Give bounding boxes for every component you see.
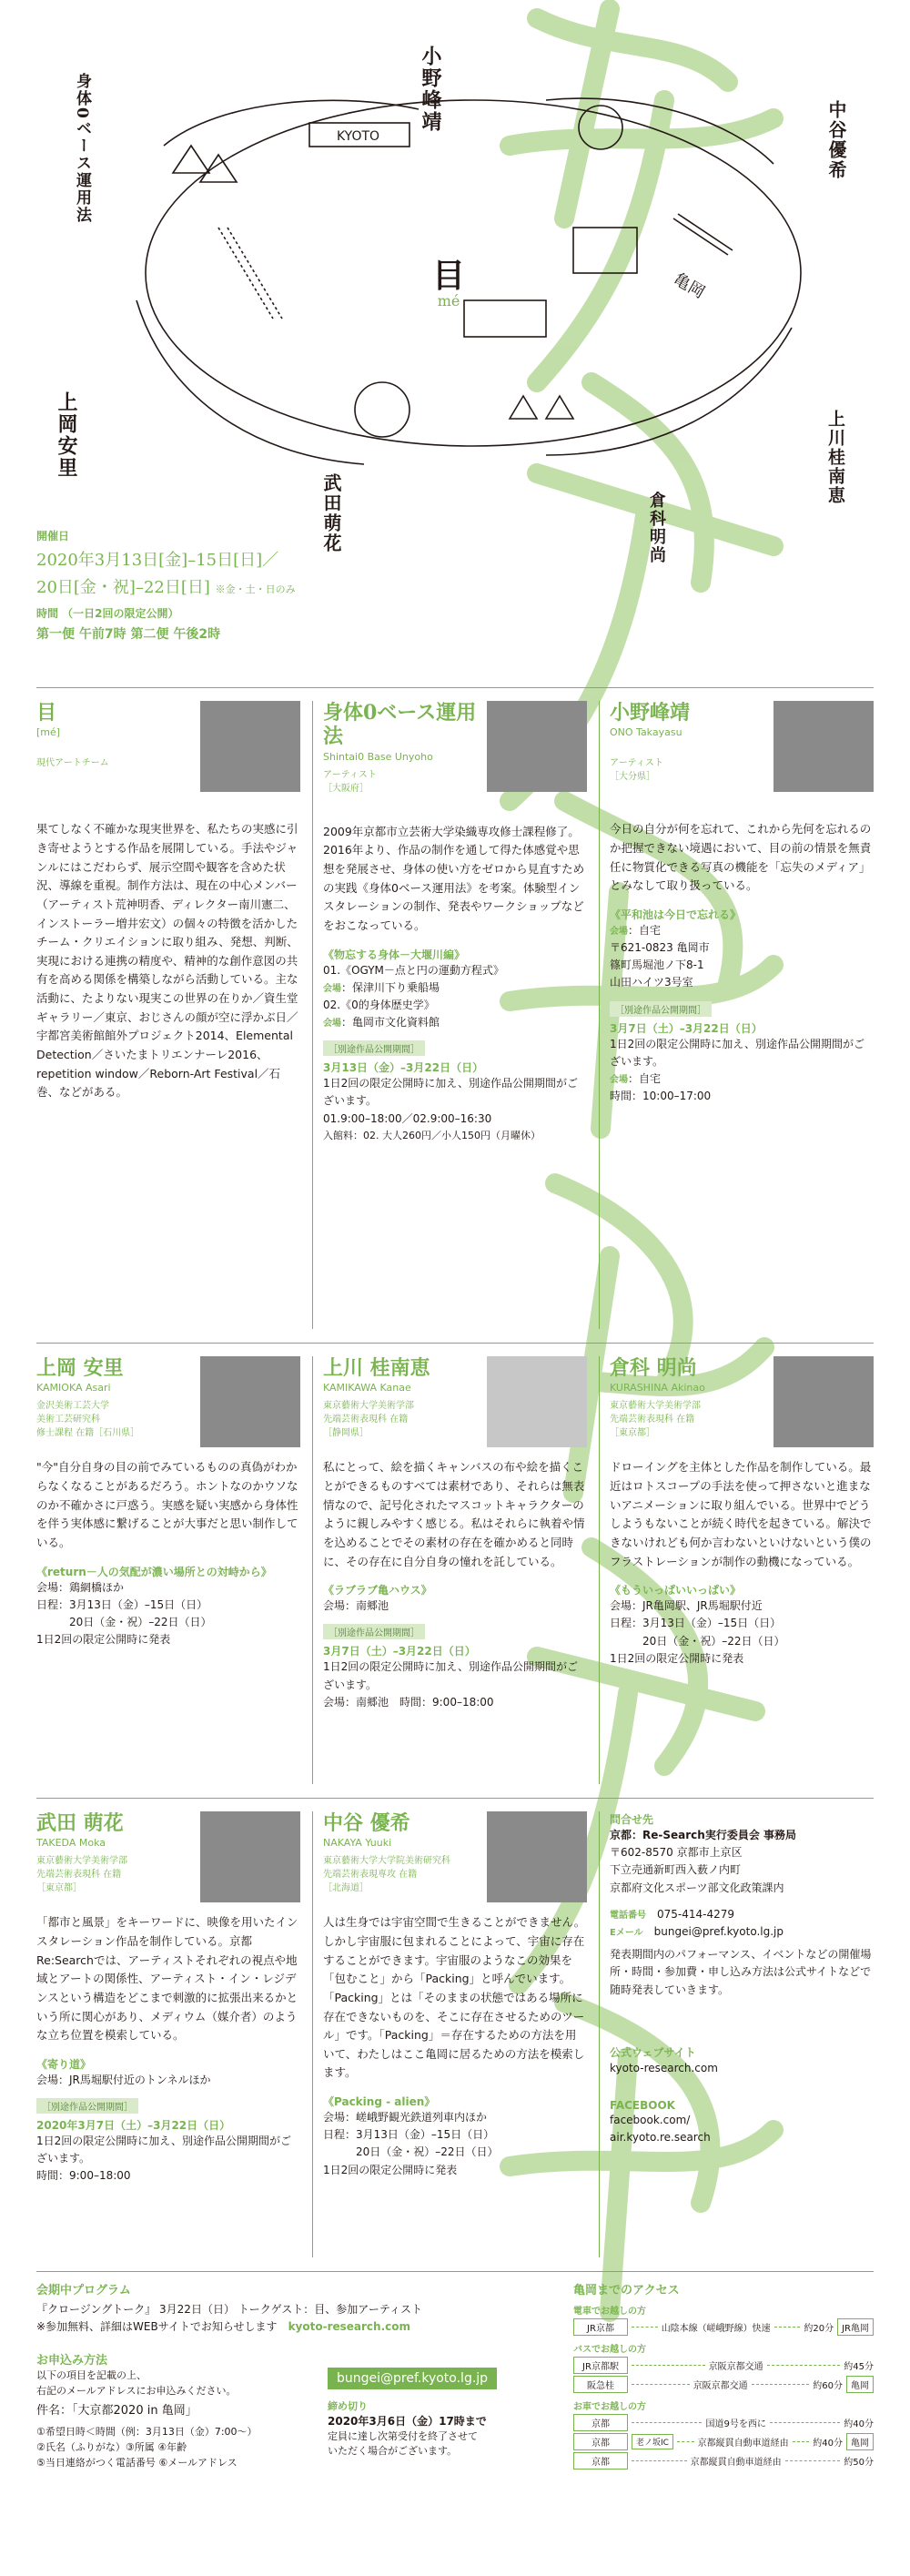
separate-note: 1日2回の限定公開時に加え、別途作品公開期間がございます。 (323, 1077, 578, 1108)
access-bus-row-2 (573, 2376, 874, 2393)
dates-2: 20日（金・祝）–22日（日） (69, 1615, 212, 1628)
contact-block (610, 1811, 874, 2146)
illustration-kameoka-label: 亀岡 (670, 269, 709, 303)
vertical-name-kurashina: 倉科明尚 (647, 492, 666, 564)
col-divider (599, 1811, 600, 2257)
access-column (573, 2280, 874, 2471)
venue: 会場：南郷池 (323, 1599, 389, 1613)
separate-dates: 3月13日（金）–3月22日（日） (323, 1061, 484, 1075)
vertical-name-kamioka: 上岡安里 (55, 391, 78, 479)
row3-top-rule (36, 1798, 874, 1799)
period-label: 開催日 (36, 530, 70, 543)
contact-address-3: 京都府文化スポーツ部文化政策課内 (610, 1881, 784, 1894)
artist-bio: 今日の自分が何を忘れて、これから先何を忘れるのか把握できない境遇において、目の前の情景を無責任に物質化できる写真の機能を「忘失のメディア」とみなして取り扱っている。 (610, 822, 872, 893)
dates-line1: 2020年3月13日[金]–15日[日]／ (36, 551, 279, 570)
artist-role: アーティスト ［大分県］ (610, 758, 663, 783)
col-divider (312, 1356, 313, 1784)
artist-role: 金沢美術工芸大学 美術工芸研究科 修士課程 在籍［石川県］ (36, 1401, 140, 1439)
apply-email-button[interactable]: bungei@pref.kyoto.lg.jp (328, 2368, 497, 2389)
note: 1日2回の限定公開時に発表 (36, 1633, 171, 1647)
admission-fee: 入館料：02. 大人260円／小人150円（月曜休） (323, 1129, 541, 1141)
apply-line-1: 以下の項目を記載の上、 (36, 2369, 147, 2381)
work-title: 《もういっぱいいっぱい》 (610, 1584, 742, 1597)
artist-photo (200, 1811, 300, 1902)
closing-note: ※参加無料、詳細はWEBサイトでお知らせします kyoto-research.com (36, 2320, 410, 2333)
route-line-name: 京阪京都交通 (693, 2381, 748, 2391)
separate-note: 1日2回の限定公開時に加え、別途作品公開期間がございます。 (36, 2134, 291, 2165)
artist-card-shintai (323, 701, 587, 1143)
route-line-name: 京阪京都交通 (708, 2362, 763, 2372)
artist-role: 東京藝術大学美術学部 先端芸術表現科 在籍 ［東京都］ (36, 1856, 127, 1894)
route-from: 阪急桂 (573, 2376, 628, 2393)
deadline: 2020年3月6日（金）17時まで (328, 2415, 487, 2428)
kyoto-sign-text: KYOTO (337, 129, 380, 144)
work-title: 《Packing - alien》 (323, 2095, 436, 2109)
artist-role: 東京藝術大学大学院美術研究科 先端芸術表現専攻 在籍 ［北海道］ (323, 1856, 450, 1894)
separate-period-label: ［別途作品公開期間］ (610, 1001, 712, 1017)
artist-role: 東京藝術大学美術学部 先端芸術表現科 在籍 ［静岡県］ (323, 1401, 414, 1439)
venue: 会場：JR馬堀駅付近のトンネルほか (36, 2073, 211, 2086)
artist-bio: ドローイングを主体とした作品を制作している。最近はロトスコープの手法を使って押さないと進まないアニメーションに取り組んでいる。世界中でどうしようもないことが続く時代を起きている。解決できないけれども何か言わないといけないという僕のフラストレーションが制作の動機になっている。 (610, 1460, 872, 1568)
route-line (632, 2384, 690, 2385)
closing-talk: 『クロージングトーク』 3月22日（日） トークゲスト：目、参加アーティスト (36, 2303, 422, 2316)
route-line (774, 2327, 801, 2328)
closing-link[interactable]: kyoto-research.com (288, 2320, 410, 2333)
bottom-top-rule (36, 2271, 874, 2272)
artist-role: 東京藝術大学美術学部 先端芸術表現科 在籍 ［東京都］ (610, 1401, 701, 1439)
illustration-me-label (432, 259, 465, 309)
artist-photo (200, 701, 300, 792)
row2-top-rule (36, 1343, 874, 1344)
artist-card-takeda (36, 1811, 300, 2186)
route-time: 約40分 (844, 2419, 875, 2429)
contact-address-1: 〒602-8570 京都市上京区 (610, 1846, 743, 1860)
route-interchange: 老ノ坂IC (632, 2434, 673, 2449)
route-line-name: 京都縦貫自動車道経由 (690, 2458, 782, 2468)
artist-row-2 (36, 1356, 874, 1784)
note: 1日2回の限定公開時に発表 (610, 1651, 744, 1665)
apply-subject: 件名：「大京都2020 in 亀岡」 (36, 2404, 197, 2419)
dates-2: 20日（金・祝）–22日（日） (642, 1634, 785, 1648)
artist-bio: 果てしなく不確かな現実世界を、私たちの実感に引き寄せようとする作品を展開している。手法やジャンルにはこだわらず、展示空間や観客を含めた状況、導線を重視。制作方法は、現在の中心メンバー（アーティスト荒神明香、ディレクター南川憲二、インストーラー増井宏文）の個々の特徴を活かしたチーム・クリエイションに取り組み、発想、判断、実現における連携の精度や、精神的な創作意図の共有を高める関係を構築しながら活動している。主な活動に、たよりない現実この世界の在りか／資生堂ギャラリー／東京、おじさんの顔が空に浮かぶ日／宇都宮美術館館外プロジェクト2014、Elemental Detection／さいたまトリエンナーレ2016、repetition window／Reborn-Art Festival／石巻、などがある。 (36, 822, 298, 1100)
venue: 会場：鶏網橋ほか (36, 1580, 125, 1594)
artist-roman: KURASHINA Akinao (610, 1382, 705, 1394)
route-line (752, 2384, 810, 2385)
artist-photo (200, 1356, 300, 1447)
route-line (632, 2460, 687, 2461)
venue-home: 会場：自宅 (610, 1072, 662, 1086)
route-time: 約60分 (813, 2381, 844, 2391)
vertical-name-ono: 小野峰靖 (419, 46, 442, 133)
contact-note: 発表期間内のパフォーマンス、イベントなどの開催場所・時間・参加費・申し込み方法は公式サイトなどで随時発表していきます。 (610, 1948, 872, 1996)
venue: 会場：自宅 (610, 923, 662, 937)
website-link[interactable]: kyoto-research.com (610, 2061, 718, 2074)
access-car-row-3 (573, 2452, 874, 2470)
route-from: 京都 (573, 2414, 628, 2431)
separate-note: 1日2回の限定公開時に加え、別途作品公開期間がございます。 (610, 1037, 864, 1068)
email-link[interactable]: bungei@pref.kyoto.lg.jp (653, 1924, 784, 1938)
artist-name: 倉科 明尚 (610, 1356, 697, 1380)
dates-2: 20日（金・祝）–22日（日） (356, 2145, 499, 2159)
work-title: 《return－人の気配が濃い場所との対峙から》 (36, 1565, 272, 1578)
route-time: 約40分 (813, 2439, 843, 2449)
artist-photo (487, 1811, 587, 1902)
col-divider (599, 1356, 600, 1784)
artist-card-kamioka (36, 1356, 300, 1648)
artist-photo (774, 701, 874, 792)
artist-roman: ONO Takayasu (610, 726, 682, 739)
separate-period-label: ［別途作品公開期間］ (323, 1624, 425, 1639)
dates-1: 日程：3月13日（金）–15日（日） (323, 2128, 495, 2142)
route-time: 約45分 (844, 2362, 875, 2372)
artist-card-kamikawa (323, 1356, 587, 1711)
work-title: 《ラブラブ亀ハウス》 (323, 1584, 432, 1597)
separate-period-label: ［別途作品公開期間］ (36, 2098, 138, 2114)
venue: 会場：JR亀岡駅、JR馬堀駅付近 (610, 1599, 763, 1613)
route-line (770, 2422, 840, 2423)
artist-name: 中谷 優希 (323, 1811, 410, 1835)
apply-instructions (36, 2368, 309, 2470)
me-char: 目 (432, 257, 466, 295)
route-line-name: 京都縦貫自動車道経由 (697, 2439, 789, 2449)
venue-2: 会場：亀岡市文化資料館 (323, 1016, 440, 1029)
deadline-label: 締め切り (328, 2400, 368, 2412)
route-to: 亀岡 (846, 2376, 874, 2393)
deadline-note-1: 定員に達し次第受付を終了させて (328, 2430, 478, 2442)
work-item-1: 01.《OGYM－点と円の運動方程式》 (323, 963, 504, 977)
work-title: 《寄り道》 (36, 2057, 92, 2071)
artist-roman: KAMIOKA Asari (36, 1382, 111, 1394)
separate-period-label: ［別途作品公開期間］ (323, 1040, 425, 1056)
artist-name: 武田 萌花 (36, 1811, 124, 1835)
artist-name: 身体0ベース運用法 (323, 701, 477, 749)
contact-email: Eメール bungei@pref.kyoto.lg.jp (610, 1924, 784, 1938)
route-from: JR京都駅 (573, 2357, 628, 2374)
time-line: 第一便 午前7時 第二便 午後2時 (36, 627, 221, 642)
separate-dates: 2020年3月7日（土）–3月22日（日） (36, 2118, 231, 2132)
artist-bio: 「都市と風景」をキーワードに、映像を用いたインスタレーション作品を制作している。京都Re:Searchでは、アーティストそれぞれの視点や地域とアートの関係性、アーティスト・イン・レジデンスという構造をどこまで刺激的に拡張出来るかという所に関心があり、メディウム（媒介者）のような立ち位置を模索している。 (36, 1915, 298, 2043)
apply-row (36, 2368, 546, 2470)
artist-name: 上岡 安里 (36, 1356, 124, 1380)
artist-bio: "今"自分自身の目の前でみているものの真偽がわからなくなることがあるだろう。ホントなのかウソなのか不確かさに戸惑う。実感を疑い実感から身体性を伴う実体感に繋げることが大事だと思い制作している。 (36, 1460, 298, 1549)
artist-roman: NAKAYA Yuuki (323, 1837, 392, 1850)
col-divider (599, 701, 600, 1329)
route-from: 京都 (573, 2433, 628, 2450)
access-car-row-1 (573, 2414, 874, 2431)
route-line (785, 2460, 841, 2461)
website-label: 公式ウェブサイト (610, 2045, 696, 2059)
artist-roman: [mé] (36, 726, 61, 739)
artist-photo (774, 1356, 874, 1447)
work-item-2: 02.《0的身体歴史学》 (323, 998, 435, 1011)
artist-roman: TAKEDA Moka (36, 1837, 106, 1850)
artist-roman: Shintai0 Base Unyoho (323, 750, 433, 763)
vertical-name-takeda: 武田萌花 (320, 473, 342, 553)
artist-card-kurashina (610, 1356, 874, 1668)
route-line (632, 2422, 702, 2423)
me-roman: mé (437, 292, 460, 309)
artist-card-nakaya (323, 1811, 587, 2179)
dates-1: 日程：3月13日（金）–15日（日） (36, 1597, 208, 1611)
program-title: 会期中プログラム (36, 2284, 131, 2297)
route-line (767, 2365, 841, 2366)
note: 1日2回の限定公開時に発表 (323, 2163, 458, 2176)
vertical-name-nakaya: 中谷優希 (825, 100, 847, 180)
hours: 01.9:00–18:00／02.9:00–16:30 (323, 1111, 492, 1125)
work-title: 《平和池は今日で忘れる》 (610, 908, 742, 921)
separate-note: 1日2回の限定公開時に加え、別途作品公開期間がございます。 (323, 1660, 578, 1691)
address-2: 篠町馬堀池ノ下8-1 (610, 958, 704, 972)
hours: 時間：9:00–18:00 (36, 2169, 131, 2183)
venue: 会場：嵯峨野観光鉄道列車内ほか (323, 2111, 488, 2125)
route-from: 京都 (573, 2452, 628, 2470)
route-to: JR亀岡 (837, 2318, 874, 2336)
access-car-row-2 (573, 2433, 874, 2450)
contact-address-2: 下立売通新町西入薮ノ内町 (610, 1863, 742, 1877)
artist-photo (487, 1356, 587, 1447)
facebook-label: FACEBOOK (610, 2098, 675, 2112)
separate-dates: 3月7日（土）–3月22日（日） (323, 1645, 476, 1658)
artist-row-3 (36, 1811, 874, 2257)
access-car-label: お車でお越しの方 (573, 2402, 646, 2412)
address-3: 山田ハイツ3号室 (610, 976, 693, 989)
apply-email-block (328, 2368, 537, 2470)
artist-photo (487, 701, 587, 792)
apply-item-1: ①希望日時＜時間（例：3月13日（金）7:00〜） (36, 2426, 258, 2439)
route-line (632, 2365, 705, 2366)
artist-role: アーティスト ［大阪府］ (323, 769, 377, 794)
apply-line-2: 右記のメールアドレスにお申込みください。 (36, 2385, 237, 2398)
route-line (677, 2441, 694, 2442)
artist-bio: 2009年京都市立芸術大学染織専攻修士課程修了。2016年より、作品の制作を通して得た体感覚や思想を発展させ、身体の使い方をゼロから見直すための実践《身体0ベース運用法》を考案。体験型インスタレーションの制作、発表やワークショップなどをおこなっている。 (323, 824, 585, 932)
hours: 時間：10:00–17:00 (610, 1090, 712, 1103)
event-date-info (36, 528, 296, 643)
work-title: 《物忘する身体－大堰川編》 (323, 948, 466, 961)
artist-roman: KAMIKAWA Kanae (323, 1382, 411, 1394)
contact-title: 問合せ先 (610, 1813, 654, 1826)
artist-row-1 (36, 701, 874, 1329)
col-divider (312, 701, 313, 1329)
route-line (632, 2327, 658, 2328)
apply-item-2: ②氏名（ふりがな）③所属 ④年齢 (36, 2441, 187, 2454)
separate-dates: 3月7日（土）–3月22日（日） (610, 1021, 763, 1035)
route-from: JR京都 (573, 2318, 628, 2336)
access-bus-label: バスでお越しの方 (573, 2345, 646, 2355)
artist-role: 現代アートチーム (36, 758, 109, 769)
vertical-name-shintai: 身体0ベース運用法 (73, 73, 91, 224)
row1-top-rule (36, 687, 874, 688)
facebook-link-2[interactable]: air.kyoto.re.search (610, 2131, 711, 2145)
program-column (36, 2280, 546, 2470)
artist-bio: 人は生身では宇宙空間で生きることができません。しかし宇宙服に包まれることによって、宇宙に存在することができます。宇宙服のようなこの効果を「包むこと」から「Packing」と呼んでいます。「Packing」とは「そのままの状態ではある場所に存在できないものを、そこに存在させるためのツール」です。「Packing」＝存在するための方法を用いて、わたしはここ亀岡に居るための方法を模索します。 (323, 1915, 586, 2080)
route-line-name: 山陰本線（嵯峨野線）快速 (661, 2324, 771, 2334)
artist-card-me (36, 701, 300, 1329)
route-time: 約50分 (844, 2458, 875, 2468)
artist-name: 小野峰靖 (610, 701, 691, 725)
route-time: 約20分 (804, 2324, 834, 2334)
access-title: 亀岡までのアクセス (573, 2284, 680, 2297)
vertical-name-kamikawa: 上川桂南恵 (825, 410, 845, 505)
access-bus-row-1 (573, 2357, 874, 2374)
artist-card-ono (610, 701, 874, 1105)
contact-org: 京都：Re-Search実行委員会 事務局 (610, 1829, 796, 1841)
route-to: 亀岡 (846, 2433, 874, 2450)
facebook-link-1[interactable]: facebook.com/ (610, 2113, 691, 2126)
dates-line2: 20日[金・祝]–22日[日] ※金・土・日のみ (36, 578, 296, 597)
apply-title: お申込み方法 (36, 2354, 108, 2368)
route-line-name: 国道9号を西に (705, 2419, 766, 2429)
artist-name: 上川 桂南恵 (323, 1356, 430, 1380)
route-line (793, 2441, 810, 2442)
dates-1: 日程：3月13日（金）–15日（日） (610, 1617, 782, 1630)
access-train-row (573, 2318, 874, 2336)
col-divider (312, 1811, 313, 2257)
venue-1: 会場：保津川下り乗船場 (323, 980, 440, 994)
address-1: 〒621-0823 亀岡市 (610, 941, 710, 955)
hours: 会場：南郷池 時間：9:00–18:00 (323, 1695, 494, 1709)
contact-tel: 電話番号 075-414-4279 (610, 1907, 735, 1921)
access-train-label: 電車でお越しの方 (573, 2307, 646, 2317)
deadline-note-2: いただく場合がございます。 (328, 2445, 458, 2457)
time-label: 時間 （一日2回の限定公開） (36, 607, 179, 620)
artist-name: 目 (36, 701, 57, 725)
apply-item-3: ⑤当日連絡がつく電話番号 ⑥メールアドレス (36, 2457, 238, 2470)
artist-bio: 私にとって、絵を描くキャンバスの布や絵を描くことができるものすべては素材であり、それらは無表情なので、記号化されたマスコットキャラクターのように親しみやすく感じる。私はそれらに執着や情を込めることでその素材の存在を確かめると同時に、その存在に自分自身の憧れを託している。 (323, 1460, 585, 1568)
